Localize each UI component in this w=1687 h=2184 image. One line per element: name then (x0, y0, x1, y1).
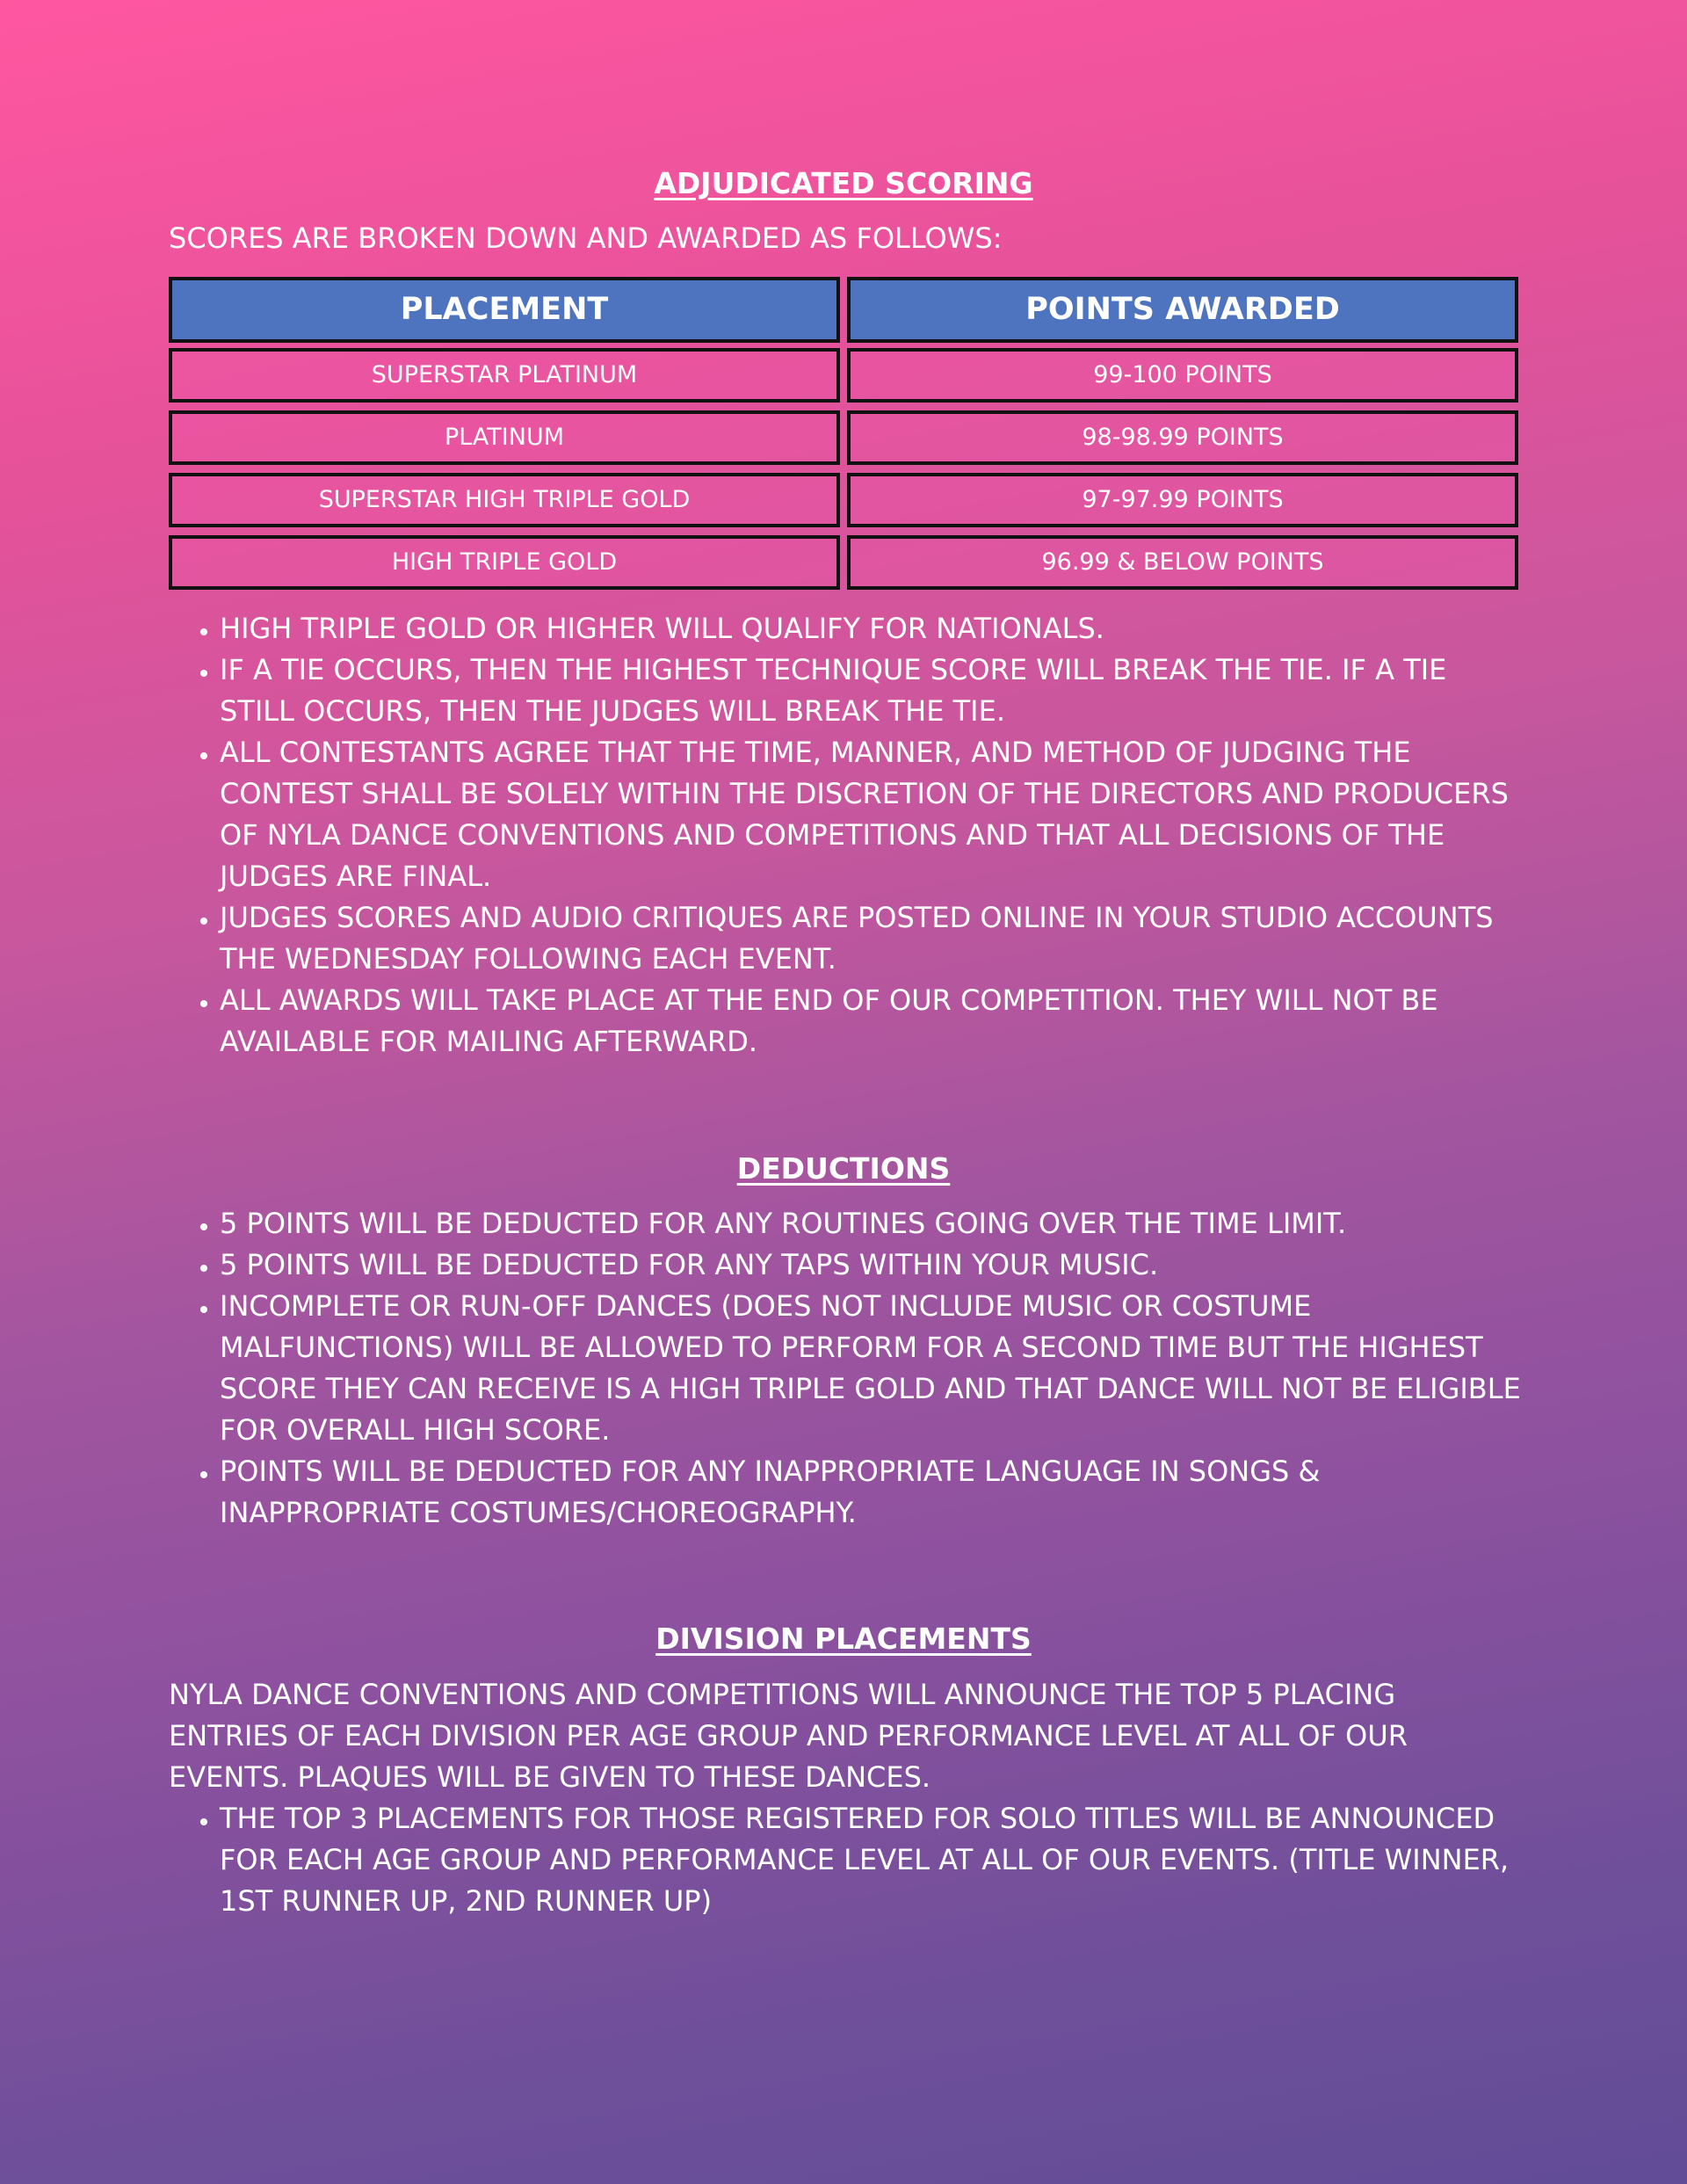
list-item: • 5 POINTS WILL BE DEDUCTED FOR ANY ROUTINES GOING OVER THE TIME LIMIT. (220, 1203, 1522, 1244)
table-row (169, 348, 1518, 403)
list-item: • INCOMPLETE OR RUN-OFF DANCES (DOES NOT INCLUDE MUSIC OR COSTUME MALFUNCTIONS) WILL BE ALLOWED TO PERFORM FOR A SECOND TIME BUT THE HIGHEST SCORE THEY CAN RECEIVE IS A HIGH TRIPLE GOLD AND THAT DANCE WILL NOT BE ELIGIBLE FOR OVERALL HIGH SCORE. (220, 1286, 1522, 1451)
deductions-bullet-list (169, 1203, 1522, 1534)
placement-cell: HIGH TRIPLE GOLD (169, 535, 840, 590)
placement-cell: SUPERSTAR HIGH TRIPLE GOLD (169, 473, 840, 527)
list-item: • POINTS WILL BE DEDUCTED FOR ANY INAPPROPRIATE LANGUAGE IN SONGS & INAPPROPRIATE COSTUMES/CHOREOGRAPHY. (220, 1451, 1522, 1534)
list-item: • HIGH TRIPLE GOLD OR HIGHER WILL QUALIFY FOR NATIONALS. (220, 608, 1522, 649)
scoring-intro: SCORES ARE BROKEN DOWN AND AWARDED AS FOLLOWS: (169, 221, 1003, 255)
table-row (169, 535, 1518, 590)
points-cell: 99-100 POINTS (847, 348, 1518, 403)
placement-cell: SUPERSTAR PLATINUM (169, 348, 840, 403)
points-cell: 96.99 & BELOW POINTS (847, 535, 1518, 590)
points-cell: 98-98.99 POINTS (847, 410, 1518, 465)
table-row (169, 410, 1518, 465)
list-item: • 5 POINTS WILL BE DEDUCTED FOR ANY TAPS WITHIN YOUR MUSIC. (220, 1244, 1522, 1286)
list-item: • IF A TIE OCCURS, THEN THE HIGHEST TECHNIQUE SCORE WILL BREAK THE TIE. IF A TIE STILL OCCURS, THEN THE JUDGES WILL BREAK THE TIE. (220, 649, 1522, 732)
list-item: • THE TOP 3 PLACEMENTS FOR THOSE REGISTERED FOR SOLO TITLES WILL BE ANNOUNCED FOR EACH AGE GROUP AND PERFORMANCE LEVEL AT ALL OF OUR EVENTS. (TITLE WINNER, 1ST RUNNER UP, 2ND RUNNER UP) (220, 1798, 1522, 1922)
table-row (169, 473, 1518, 527)
division-title: DIVISION PLACEMENTS (655, 1622, 1032, 1656)
division-bullet-list (169, 1798, 1522, 1922)
list-item: • ALL CONTESTANTS AGREE THAT THE TIME, MANNER, AND METHOD OF JUDGING THE CONTEST SHALL BE SOLELY WITHIN THE DISCRETION OF THE DIRECTORS AND PRODUCERS OF NYLA DANCE CONVENTIONS AND COMPETITIONS AND THAT ALL DECISIONS OF THE JUDGES ARE FINAL. (220, 732, 1522, 897)
header-placement: PLACEMENT (169, 277, 840, 343)
scoring-bullet-list (169, 608, 1522, 1063)
scoring-title: ADJUDICATED SCORING (654, 166, 1033, 200)
division-paragraph: NYLA DANCE CONVENTIONS AND COMPETITIONS WILL ANNOUNCE THE TOP 5 PLACING ENTRIES OF EACH DIVISION PER AGE GROUP AND PERFORMANCE LEVEL AT ALL OF OUR EVENTS. PLAQUES WILL BE GIVEN TO THESE DANCES. (169, 1678, 1408, 1794)
list-item: • JUDGES SCORES AND AUDIO CRITIQUES ARE POSTED ONLINE IN YOUR STUDIO ACCOUNTS THE WEDNESDAY FOLLOWING EACH EVENT. (220, 897, 1522, 980)
points-cell: 97-97.99 POINTS (847, 473, 1518, 527)
table-header-row (169, 277, 1518, 343)
deductions-title: DEDUCTIONS (736, 1151, 951, 1186)
list-item: • ALL AWARDS WILL TAKE PLACE AT THE END OF OUR COMPETITION. THEY WILL NOT BE AVAILABLE FOR MAILING AFTERWARD. (220, 980, 1522, 1063)
placement-cell: PLATINUM (169, 410, 840, 465)
scoring-table (169, 277, 1518, 598)
header-points-awarded: POINTS AWARDED (847, 277, 1518, 343)
